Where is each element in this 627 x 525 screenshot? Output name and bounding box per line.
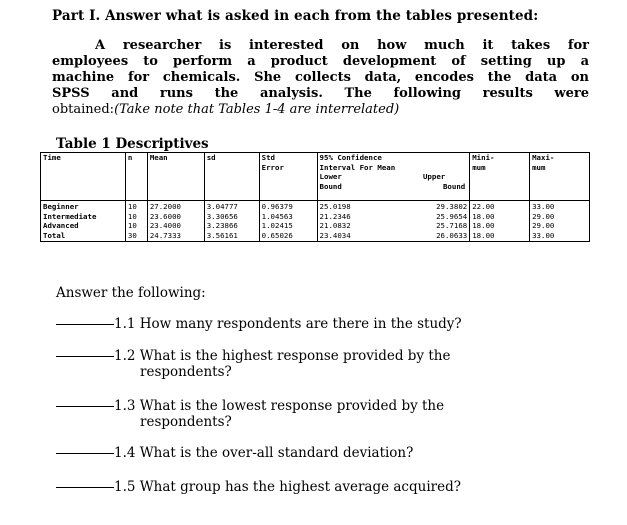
header-min-l2: mum <box>472 162 486 172</box>
row-sd: 3.04777 <box>204 201 259 212</box>
table-row <box>41 201 590 212</box>
header-mean: Mean <box>147 153 204 201</box>
row-max: 29.00 <box>530 221 590 231</box>
row-sd: 3.56161 <box>204 231 259 242</box>
intro-line: employees to perform a product development of setting up a <box>52 54 589 69</box>
answer-title: Answer the following: <box>56 285 206 301</box>
answer-blank[interactable] <box>56 487 114 488</box>
question-text <box>114 348 450 380</box>
row-n: 10 <box>125 221 147 231</box>
row-min: 18.00 <box>470 221 530 231</box>
question-1-3 <box>56 398 444 430</box>
question-text <box>114 479 461 495</box>
table-row <box>41 212 590 222</box>
row-ci-split <box>320 212 468 222</box>
header-std-error-l2: Error <box>261 162 284 172</box>
row-sd: 3.23866 <box>204 221 259 231</box>
row-ci <box>317 212 470 222</box>
row-time: Total <box>41 231 126 242</box>
row-time: Beginner <box>41 201 126 212</box>
header-upper-l1: Upper <box>422 172 446 182</box>
row-max: 29.00 <box>530 212 590 222</box>
row-lower: 21.0832 <box>319 221 351 231</box>
header-std-error <box>259 153 317 201</box>
intro-line <box>52 102 589 118</box>
header-max-l1: Maxi- <box>532 153 555 162</box>
intro-line: A researcher is interested on how much it takes for <box>95 38 589 53</box>
header-ci-l2: Interval For Mean <box>319 162 396 172</box>
question-1-4 <box>56 445 413 461</box>
header-ci-bounds-2 <box>320 182 468 192</box>
descriptives-table <box>40 152 590 242</box>
header-std-error-l1: Std <box>261 153 275 162</box>
row-upper: 29.3802 <box>436 202 468 211</box>
row-se: 1.04563 <box>259 212 317 222</box>
question-line: 1.3 What is the lowest response provided by the <box>114 398 445 414</box>
question-line: 1.5 What group has the highest average acquired? <box>114 479 461 495</box>
part-heading: Part I. Answer what is asked in each from the tables presented: <box>52 8 539 24</box>
header-ci-l1: 95% Confidence <box>319 153 382 162</box>
header-n: n <box>125 153 147 201</box>
header-max-l2: mum <box>532 162 546 172</box>
answer-blank[interactable] <box>56 356 114 357</box>
row-time: Advanced <box>41 221 126 231</box>
question-line: 1.1 How many respondents are there in the study? <box>114 316 462 332</box>
row-n: 10 <box>125 212 147 222</box>
row-mean: 27.2000 <box>147 201 204 212</box>
intro-note: (Take note that Tables 1-4 are interrelated) <box>114 102 400 117</box>
question-text <box>114 398 444 430</box>
question-text <box>114 445 413 461</box>
header-lower-l2: Bound <box>319 181 342 191</box>
row-n: 30 <box>125 231 147 242</box>
row-time: Intermediate <box>41 212 126 222</box>
row-se: 0.65026 <box>259 231 317 242</box>
header-min <box>470 153 530 201</box>
answer-blank[interactable] <box>56 324 114 325</box>
row-min: 18.00 <box>470 212 530 222</box>
answer-blank[interactable] <box>56 406 114 407</box>
intro-obtained: obtained: <box>52 102 115 117</box>
header-upper-l2: Bound <box>442 181 466 191</box>
question-1-1 <box>56 316 462 332</box>
row-mean: 24.7333 <box>147 231 204 242</box>
row-upper: 25.9654 <box>436 211 468 221</box>
question-line: 1.2 What is the highest response provided by the <box>114 348 451 364</box>
row-lower: 23.4034 <box>319 230 351 240</box>
header-min-l1: Mini- <box>472 153 495 162</box>
table-header-row <box>41 153 590 201</box>
row-min: 22.00 <box>470 201 530 212</box>
row-se: 1.02415 <box>259 221 317 231</box>
question-text <box>114 316 462 332</box>
row-ci <box>317 231 470 242</box>
row-sd: 3.30656 <box>204 212 259 222</box>
intro-paragraph <box>52 38 589 118</box>
table-row <box>41 221 590 231</box>
row-lower: 21.2346 <box>319 211 351 221</box>
row-max: 33.00 <box>530 231 590 242</box>
question-line-2: respondents? <box>140 414 232 430</box>
row-max: 33.00 <box>530 201 590 212</box>
table-caption: Table 1 Descriptives <box>56 136 209 152</box>
table-row <box>41 231 590 242</box>
header-lower-l1: Lower <box>319 172 342 182</box>
row-ci-split <box>320 202 468 212</box>
question-line-2: respondents? <box>140 364 232 380</box>
row-lower: 25.0198 <box>319 202 351 211</box>
row-mean: 23.4000 <box>147 221 204 231</box>
row-ci-split <box>320 221 468 231</box>
header-time: Time <box>41 153 126 201</box>
header-sd: sd <box>204 153 259 201</box>
row-mean: 23.6000 <box>147 212 204 222</box>
header-ci <box>317 153 470 201</box>
row-ci <box>317 201 470 212</box>
answer-blank[interactable] <box>56 453 114 454</box>
header-ci-bounds <box>320 172 468 182</box>
intro-line: SPSS and runs the analysis. The following results were <box>52 86 589 101</box>
question-1-5 <box>56 479 461 495</box>
intro-line: machine for chemicals. She collects data, encodes the data on <box>52 70 589 85</box>
row-min: 18.00 <box>470 231 530 242</box>
row-ci <box>317 221 470 231</box>
row-upper: 26.0633 <box>436 230 468 240</box>
row-se: 0.96379 <box>259 201 317 212</box>
question-1-2 <box>56 348 450 380</box>
question-line: 1.4 What is the over-all standard deviation? <box>114 445 414 461</box>
row-upper: 25.7168 <box>436 221 468 231</box>
row-ci-split <box>320 231 468 241</box>
row-n: 10 <box>125 201 147 212</box>
header-max <box>530 153 590 201</box>
